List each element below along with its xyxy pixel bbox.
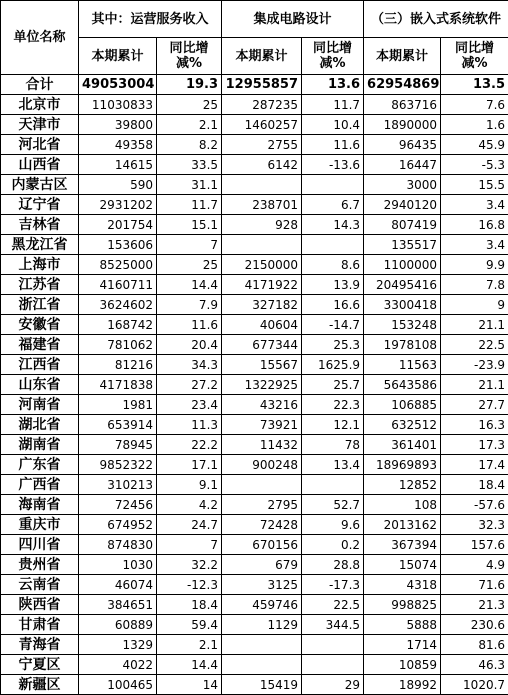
cumulative-cell: 12852 xyxy=(364,475,441,495)
table-row xyxy=(1,515,508,535)
yoy-cell: 8.2 xyxy=(157,135,222,155)
cumulative-cell: 590 xyxy=(79,175,157,195)
yoy-header: 同比增减% xyxy=(302,38,364,75)
table-row xyxy=(1,115,508,135)
cumulative-cell: 459746 xyxy=(222,595,302,615)
cumulative-cell: 900248 xyxy=(222,455,302,475)
cumulative-cell: 632512 xyxy=(364,415,441,435)
table-row xyxy=(1,355,508,375)
yoy-cell: 34.3 xyxy=(157,355,222,375)
cumulative-cell: 100465 xyxy=(79,675,157,695)
cumulative-cell: 4022 xyxy=(79,655,157,675)
yoy-cell: 23.4 xyxy=(157,395,222,415)
yoy-cell: 11.3 xyxy=(157,415,222,435)
cumulative-cell: 287235 xyxy=(222,95,302,115)
cumulative-cell: 2940120 xyxy=(364,195,441,215)
cumulative-cell: 874830 xyxy=(79,535,157,555)
cumulative-cell: 367394 xyxy=(364,535,441,555)
cumulative-cell xyxy=(222,655,302,675)
table-row xyxy=(1,415,508,435)
cumulative-cell: 2795 xyxy=(222,495,302,515)
yoy-cell xyxy=(302,635,364,655)
yoy-cell: 25 xyxy=(157,95,222,115)
table-row xyxy=(1,675,508,695)
cumulative-cell: 16447 xyxy=(364,155,441,175)
region-name-cell: 浙江省 xyxy=(1,295,79,315)
yoy-cell: 12.1 xyxy=(302,415,364,435)
yoy-cell: -13.6 xyxy=(302,155,364,175)
cumulative-cell: 361401 xyxy=(364,435,441,455)
yoy-cell: 13.5 xyxy=(441,75,508,95)
total-row xyxy=(1,75,508,95)
yoy-cell: 7 xyxy=(157,535,222,555)
yoy-cell: -5.3 xyxy=(441,155,508,175)
group-header-ic-design: 集成电路设计 xyxy=(222,1,364,38)
cumulative-cell: 670156 xyxy=(222,535,302,555)
cumulative-cell: 238701 xyxy=(222,195,302,215)
region-name-cell: 江苏省 xyxy=(1,275,79,295)
cumulative-cell: 327182 xyxy=(222,295,302,315)
cumulative-cell: 168742 xyxy=(79,315,157,335)
table-row xyxy=(1,315,508,335)
cumulative-cell: 8525000 xyxy=(79,255,157,275)
yoy-cell: -17.3 xyxy=(302,575,364,595)
region-name-cell: 北京市 xyxy=(1,95,79,115)
cumulative-cell: 653914 xyxy=(79,415,157,435)
region-name-cell: 安徽省 xyxy=(1,315,79,335)
region-name-cell: 新疆区 xyxy=(1,675,79,695)
yoy-cell: 52.7 xyxy=(302,495,364,515)
cumulative-cell: 1030 xyxy=(79,555,157,575)
yoy-cell: 9.6 xyxy=(302,515,364,535)
cumulative-cell xyxy=(222,475,302,495)
region-column-header: 单位名称 xyxy=(1,1,79,75)
yoy-cell: 81.6 xyxy=(441,635,508,655)
cumulative-cell: 310213 xyxy=(79,475,157,495)
cumulative-cell: 674952 xyxy=(79,515,157,535)
table-row xyxy=(1,215,508,235)
region-name-cell: 河北省 xyxy=(1,135,79,155)
yoy-cell xyxy=(302,655,364,675)
region-name-cell: 内蒙古区 xyxy=(1,175,79,195)
region-name-cell: 山西省 xyxy=(1,155,79,175)
yoy-cell: 46.3 xyxy=(441,655,508,675)
cumulative-cell: 1978108 xyxy=(364,335,441,355)
table-row xyxy=(1,395,508,415)
cumulative-cell: 106885 xyxy=(364,395,441,415)
cumulative-cell: 3125 xyxy=(222,575,302,595)
yoy-cell: 7.9 xyxy=(157,295,222,315)
table-row xyxy=(1,175,508,195)
yoy-cell: 32.2 xyxy=(157,555,222,575)
yoy-cell: 14.4 xyxy=(157,655,222,675)
yoy-cell: 2.1 xyxy=(157,635,222,655)
region-name-cell: 天津市 xyxy=(1,115,79,135)
cumulative-cell: 1129 xyxy=(222,615,302,635)
table-row xyxy=(1,155,508,175)
table-row xyxy=(1,295,508,315)
cumulative-cell: 15074 xyxy=(364,555,441,575)
cumulative-cell: 2150000 xyxy=(222,255,302,275)
cumulative-cell: 807419 xyxy=(364,215,441,235)
yoy-cell: 11.6 xyxy=(302,135,364,155)
cumulative-cell: 72428 xyxy=(222,515,302,535)
region-name-cell: 湖南省 xyxy=(1,435,79,455)
cumulative-cell: 2931202 xyxy=(79,195,157,215)
yoy-cell: 14.4 xyxy=(157,275,222,295)
yoy-cell: 17.3 xyxy=(441,435,508,455)
yoy-cell: 7 xyxy=(157,235,222,255)
cumulative-cell: 43216 xyxy=(222,395,302,415)
yoy-cell: 10.4 xyxy=(302,115,364,135)
yoy-cell: 21.1 xyxy=(441,375,508,395)
yoy-cell: 1.6 xyxy=(441,115,508,135)
table-row xyxy=(1,275,508,295)
region-name-cell: 河南省 xyxy=(1,395,79,415)
cumulative-cell: 781062 xyxy=(79,335,157,355)
table-row xyxy=(1,495,508,515)
cumulative-cell: 96435 xyxy=(364,135,441,155)
table-row xyxy=(1,475,508,495)
cumulative-cell: 14615 xyxy=(79,155,157,175)
table-row xyxy=(1,655,508,675)
cumulative-cell: 2013162 xyxy=(364,515,441,535)
cumulative-cell xyxy=(222,235,302,255)
cumulative-cell: 384651 xyxy=(79,595,157,615)
cumulative-cell: 5888 xyxy=(364,615,441,635)
table-row xyxy=(1,535,508,555)
cumulative-cell: 677344 xyxy=(222,335,302,355)
table-row xyxy=(1,435,508,455)
region-name-cell: 福建省 xyxy=(1,335,79,355)
cumulative-cell: 201754 xyxy=(79,215,157,235)
yoy-cell: 4.2 xyxy=(157,495,222,515)
yoy-cell: 1020.7 xyxy=(441,675,508,695)
yoy-cell: 19.3 xyxy=(157,75,222,95)
cumulative-cell: 46074 xyxy=(79,575,157,595)
cumulative-cell: 3300418 xyxy=(364,295,441,315)
cumulative-cell: 4171922 xyxy=(222,275,302,295)
yoy-cell: 28.8 xyxy=(302,555,364,575)
cumulative-cell xyxy=(222,175,302,195)
cumulative-cell: 11563 xyxy=(364,355,441,375)
region-name-cell: 广西省 xyxy=(1,475,79,495)
yoy-cell xyxy=(302,235,364,255)
cumulative-cell: 3624602 xyxy=(79,295,157,315)
region-name-cell: 山东省 xyxy=(1,375,79,395)
cumulative-cell: 20495416 xyxy=(364,275,441,295)
cumulative-cell: 1714 xyxy=(364,635,441,655)
table-body xyxy=(1,75,508,695)
yoy-cell: 22.2 xyxy=(157,435,222,455)
yoy-cell: 17.4 xyxy=(441,455,508,475)
yoy-cell: 22.3 xyxy=(302,395,364,415)
yoy-cell: 157.6 xyxy=(441,535,508,555)
yoy-cell: 14.3 xyxy=(302,215,364,235)
region-name-cell: 海南省 xyxy=(1,495,79,515)
yoy-cell: 3.4 xyxy=(441,235,508,255)
table-row xyxy=(1,335,508,355)
yoy-cell: -23.9 xyxy=(441,355,508,375)
yoy-cell: 20.4 xyxy=(157,335,222,355)
yoy-cell: 21.1 xyxy=(441,315,508,335)
region-name-cell: 上海市 xyxy=(1,255,79,275)
table-row xyxy=(1,375,508,395)
yoy-cell: 13.9 xyxy=(302,275,364,295)
yoy-cell: 13.4 xyxy=(302,455,364,475)
region-name-cell: 贵州省 xyxy=(1,555,79,575)
yoy-cell: 230.6 xyxy=(441,615,508,635)
table-row xyxy=(1,615,508,635)
yoy-cell: 13.6 xyxy=(302,75,364,95)
region-name-cell: 宁夏区 xyxy=(1,655,79,675)
yoy-cell: 11.6 xyxy=(157,315,222,335)
yoy-cell: 7.6 xyxy=(441,95,508,115)
cumulative-cell: 998825 xyxy=(364,595,441,615)
yoy-header: 同比增减% xyxy=(157,38,222,75)
yoy-cell: -57.6 xyxy=(441,495,508,515)
cumulative-cell: 62954869 xyxy=(364,75,441,95)
yoy-cell: 9 xyxy=(441,295,508,315)
region-name-cell: 青海省 xyxy=(1,635,79,655)
cumulative-cell: 153248 xyxy=(364,315,441,335)
cumulative-header: 本期累计 xyxy=(222,38,302,75)
yoy-cell: 6.7 xyxy=(302,195,364,215)
cumulative-cell xyxy=(222,635,302,655)
yoy-cell: 7.8 xyxy=(441,275,508,295)
yoy-cell: 25.7 xyxy=(302,375,364,395)
yoy-cell: 4.9 xyxy=(441,555,508,575)
region-name-cell: 甘肃省 xyxy=(1,615,79,635)
yoy-cell: 29 xyxy=(302,675,364,695)
cumulative-cell: 11030833 xyxy=(79,95,157,115)
cumulative-header: 本期累计 xyxy=(79,38,157,75)
cumulative-cell: 4318 xyxy=(364,575,441,595)
yoy-cell: 78 xyxy=(302,435,364,455)
yoy-cell xyxy=(302,475,364,495)
yoy-cell: 15.1 xyxy=(157,215,222,235)
yoy-cell: 9.1 xyxy=(157,475,222,495)
yoy-cell: 11.7 xyxy=(302,95,364,115)
region-name-cell: 重庆市 xyxy=(1,515,79,535)
yoy-cell: 24.7 xyxy=(157,515,222,535)
table-row xyxy=(1,595,508,615)
group-header-embedded-software: （三）嵌入式系统软件 xyxy=(364,1,508,38)
cumulative-cell: 5643586 xyxy=(364,375,441,395)
region-name-cell: 合计 xyxy=(1,75,79,95)
table-row xyxy=(1,235,508,255)
yoy-cell: 1625.9 xyxy=(302,355,364,375)
cumulative-cell: 2755 xyxy=(222,135,302,155)
cumulative-cell: 12955857 xyxy=(222,75,302,95)
yoy-cell: 32.3 xyxy=(441,515,508,535)
region-name-cell: 吉林省 xyxy=(1,215,79,235)
yoy-cell: 18.4 xyxy=(441,475,508,495)
yoy-cell: 22.5 xyxy=(302,595,364,615)
yoy-cell: 21.3 xyxy=(441,595,508,615)
cumulative-cell: 6142 xyxy=(222,155,302,175)
yoy-cell: 18.4 xyxy=(157,595,222,615)
cumulative-cell: 18969893 xyxy=(364,455,441,475)
cumulative-cell: 81216 xyxy=(79,355,157,375)
cumulative-cell: 72456 xyxy=(79,495,157,515)
cumulative-cell: 73921 xyxy=(222,415,302,435)
yoy-cell: 71.6 xyxy=(441,575,508,595)
cumulative-cell: 1981 xyxy=(79,395,157,415)
table-row xyxy=(1,635,508,655)
group-header-operation-service: 其中：运营服务收入 xyxy=(79,1,222,38)
yoy-cell: 344.5 xyxy=(302,615,364,635)
table-row xyxy=(1,455,508,475)
yoy-cell: 22.5 xyxy=(441,335,508,355)
cumulative-cell: 40604 xyxy=(222,315,302,335)
cumulative-cell: 15419 xyxy=(222,675,302,695)
cumulative-cell: 4171838 xyxy=(79,375,157,395)
yoy-cell: 8.6 xyxy=(302,255,364,275)
yoy-cell: 25 xyxy=(157,255,222,275)
cumulative-cell: 863716 xyxy=(364,95,441,115)
cumulative-cell: 1460257 xyxy=(222,115,302,135)
cumulative-cell: 153606 xyxy=(79,235,157,255)
cumulative-cell: 679 xyxy=(222,555,302,575)
yoy-cell: 2.1 xyxy=(157,115,222,135)
table-row xyxy=(1,575,508,595)
table-row xyxy=(1,255,508,275)
cumulative-cell: 3000 xyxy=(364,175,441,195)
region-name-cell: 辽宁省 xyxy=(1,195,79,215)
yoy-cell: 0.2 xyxy=(302,535,364,555)
yoy-cell: -14.7 xyxy=(302,315,364,335)
region-name-cell: 广东省 xyxy=(1,455,79,475)
cumulative-cell: 9852322 xyxy=(79,455,157,475)
cumulative-cell: 49053004 xyxy=(79,75,157,95)
yoy-cell: 9.9 xyxy=(441,255,508,275)
cumulative-cell: 15567 xyxy=(222,355,302,375)
cumulative-cell: 11432 xyxy=(222,435,302,455)
region-name-cell: 黑龙江省 xyxy=(1,235,79,255)
yoy-cell xyxy=(302,175,364,195)
yoy-cell: 3.4 xyxy=(441,195,508,215)
cumulative-cell: 928 xyxy=(222,215,302,235)
yoy-cell: 16.6 xyxy=(302,295,364,315)
region-name-cell: 江西省 xyxy=(1,355,79,375)
region-name-cell: 云南省 xyxy=(1,575,79,595)
cumulative-cell: 60889 xyxy=(79,615,157,635)
yoy-cell: 59.4 xyxy=(157,615,222,635)
yoy-cell: 11.7 xyxy=(157,195,222,215)
table-row xyxy=(1,555,508,575)
cumulative-cell: 78945 xyxy=(79,435,157,455)
cumulative-cell: 10859 xyxy=(364,655,441,675)
yoy-cell: 27.7 xyxy=(441,395,508,415)
cumulative-cell: 135517 xyxy=(364,235,441,255)
region-name-cell: 陕西省 xyxy=(1,595,79,615)
cumulative-cell: 4160711 xyxy=(79,275,157,295)
cumulative-header: 本期累计 xyxy=(364,38,441,75)
yoy-cell: 14 xyxy=(157,675,222,695)
cumulative-cell: 1322925 xyxy=(222,375,302,395)
yoy-cell: 33.5 xyxy=(157,155,222,175)
yoy-cell: 45.9 xyxy=(441,135,508,155)
yoy-cell: -12.3 xyxy=(157,575,222,595)
region-name-cell: 四川省 xyxy=(1,535,79,555)
table-row xyxy=(1,195,508,215)
cumulative-cell: 1329 xyxy=(79,635,157,655)
yoy-cell: 17.1 xyxy=(157,455,222,475)
yoy-cell: 15.5 xyxy=(441,175,508,195)
table-row xyxy=(1,95,508,115)
cumulative-cell: 39800 xyxy=(79,115,157,135)
cumulative-cell: 1100000 xyxy=(364,255,441,275)
yoy-cell: 27.2 xyxy=(157,375,222,395)
cumulative-cell: 49358 xyxy=(79,135,157,155)
cumulative-cell: 108 xyxy=(364,495,441,515)
yoy-cell: 31.1 xyxy=(157,175,222,195)
yoy-cell: 16.8 xyxy=(441,215,508,235)
yoy-header: 同比增减% xyxy=(441,38,508,75)
yoy-cell: 25.3 xyxy=(302,335,364,355)
yoy-cell: 16.3 xyxy=(441,415,508,435)
table-row xyxy=(1,135,508,155)
cumulative-cell: 18992 xyxy=(364,675,441,695)
region-name-cell: 湖北省 xyxy=(1,415,79,435)
cumulative-cell: 1890000 xyxy=(364,115,441,135)
